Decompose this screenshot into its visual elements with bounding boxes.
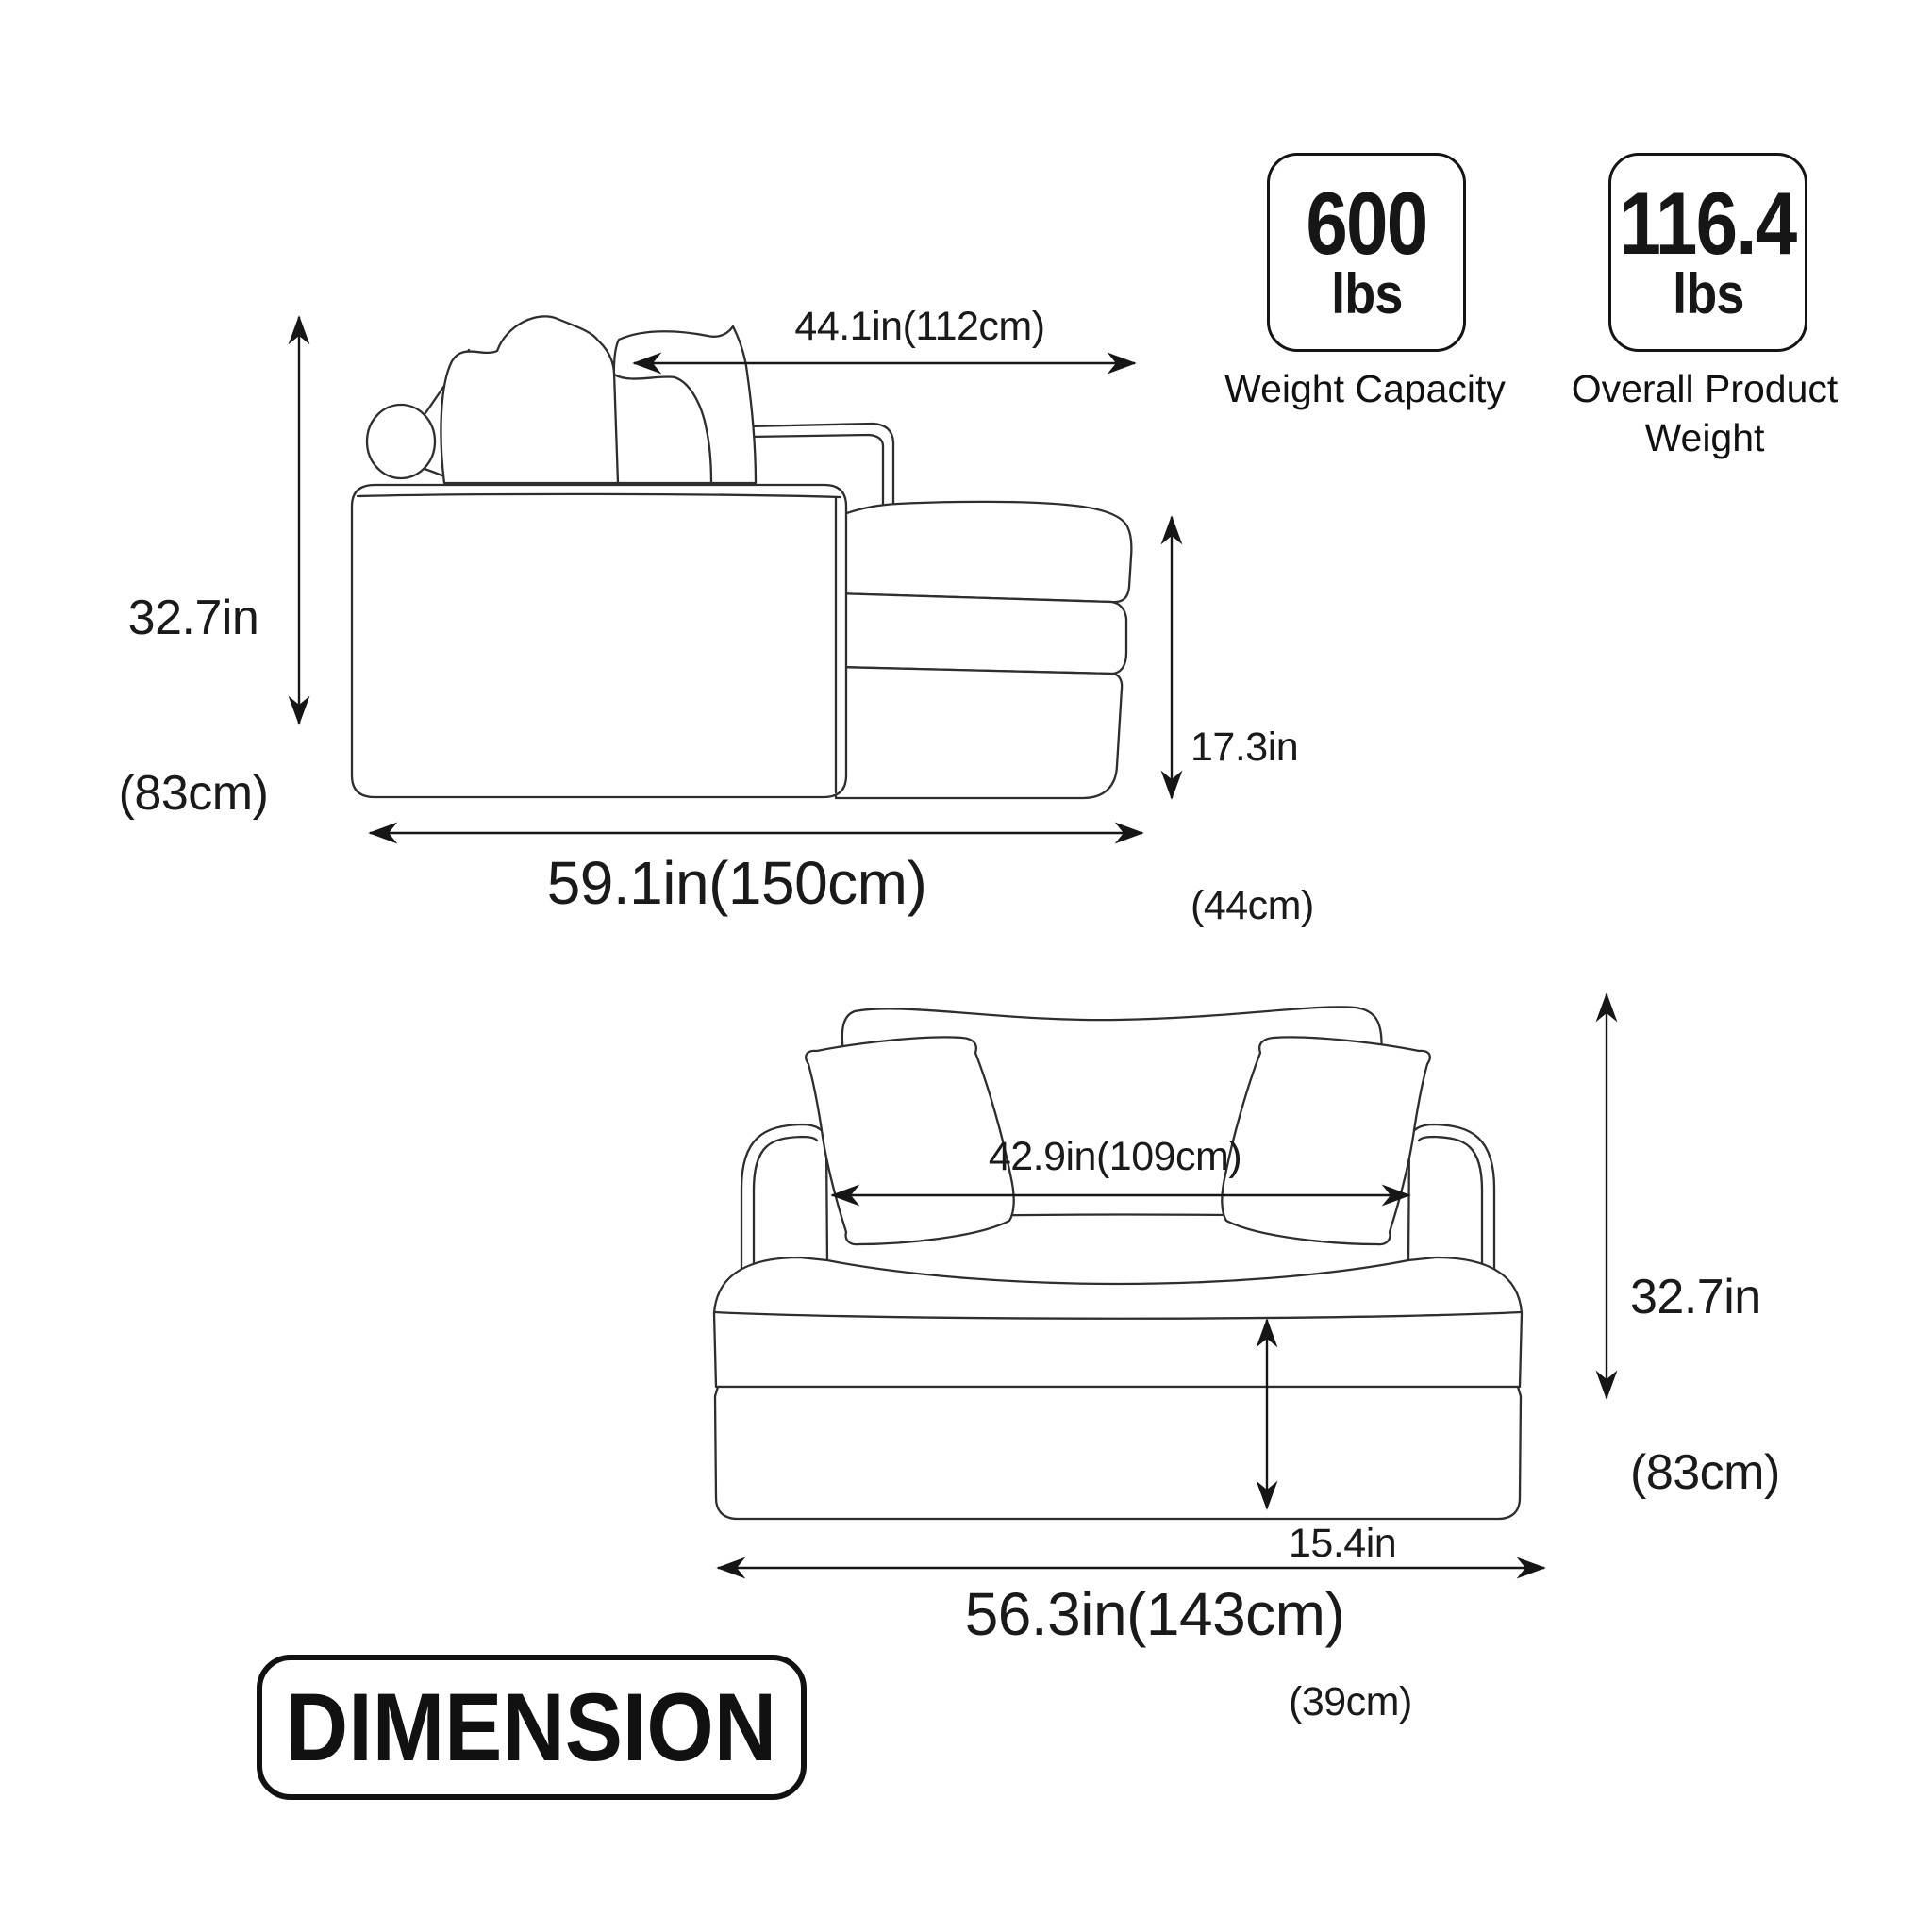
side-bolster-pillow — [367, 405, 435, 478]
weight-capacity-unit: lbs — [1330, 261, 1403, 325]
side-chaise-height-line2: (44cm) — [1191, 883, 1314, 928]
front-seat-cushion — [714, 1257, 1522, 1387]
side-back-width-label: 44.1in(112cm) — [794, 304, 1045, 349]
side-chaise-mid-cushion — [836, 593, 1126, 674]
side-overall-length-label: 59.1in(150cm) — [546, 849, 927, 917]
side-overall-height-line1: 32.7in — [127, 591, 259, 645]
product-weight-unit: lbs — [1672, 261, 1744, 325]
side-chaise-top-cushion — [834, 502, 1131, 602]
weight-capacity-value: 600 — [1306, 173, 1427, 273]
side-chaise-height-label — [1191, 615, 1314, 1038]
front-inner-width-label: 42.9in(109cm) — [988, 1134, 1242, 1179]
weight-capacity-label: Weight Capacity — [1224, 367, 1506, 410]
front-overall-height-line2: (83cm) — [1630, 1445, 1780, 1500]
front-seat-height-line2: (39cm) — [1289, 1679, 1412, 1724]
product-weight-label — [1525, 364, 1884, 462]
product-weight-label-line1: Overall Product — [1571, 367, 1839, 410]
front-overall-width-label: 56.3in(143cm) — [964, 1580, 1345, 1648]
front-overall-height-line1: 32.7in — [1630, 1270, 1761, 1324]
side-view-drawing — [352, 316, 1131, 798]
product-weight-label-line2: Weight — [1644, 416, 1765, 459]
weight-capacity-badge — [1267, 153, 1466, 352]
dimension-title-box — [257, 1655, 807, 1800]
side-overall-height-label — [57, 472, 330, 940]
side-body — [352, 485, 846, 797]
side-chaise-height-line1: 17.3in — [1191, 724, 1299, 770]
dimension-title-text: DIMENSION — [286, 1673, 777, 1781]
side-overall-height-line2: (83cm) — [118, 766, 269, 821]
front-overall-height-label — [1630, 1151, 1780, 1619]
product-weight-badge — [1608, 153, 1807, 352]
product-weight-value: 116.4 — [1619, 173, 1797, 273]
front-seat-height-line1: 15.4in — [1289, 1521, 1397, 1566]
side-chaise-base — [836, 667, 1122, 798]
side-pillow-left — [441, 316, 618, 483]
